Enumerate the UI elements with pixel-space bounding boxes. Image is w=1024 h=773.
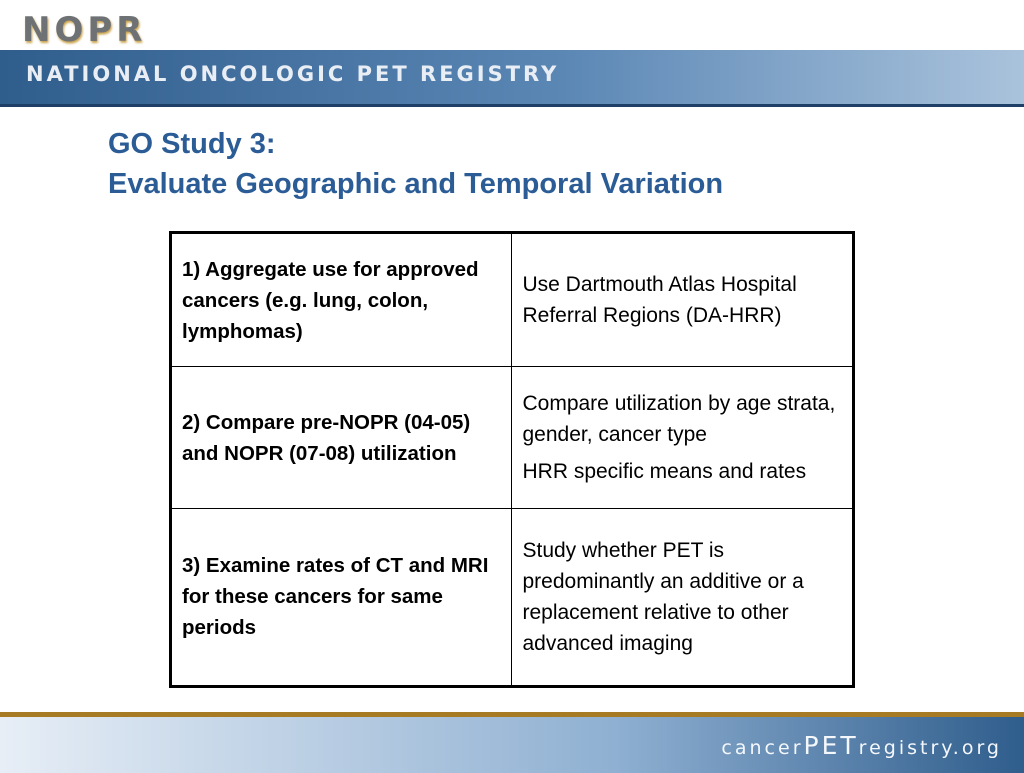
footer-url-post: registry.org — [858, 737, 1002, 759]
table-cell-method — [512, 233, 854, 367]
study-table — [169, 231, 855, 688]
method-text: Use Dartmouth Atlas Hospital Referral Regions (DA-HRR) — [522, 273, 797, 328]
table-cell-aim: 2) Compare pre-NOPR (04-05) and NOPR (07-08) utilization — [171, 367, 512, 508]
footer-banner — [0, 712, 1024, 773]
footer-url-pre: cancer — [721, 737, 804, 759]
table-cell-method — [512, 508, 854, 686]
nopr-logo: NOPR — [22, 10, 147, 50]
table-row — [171, 508, 854, 686]
method-text: Study whether PET is predominantly an additive or a replacement relative to other advanced imaging — [522, 538, 804, 655]
footer-url-pet: PET — [803, 731, 859, 760]
method-text: HRR specific means and rates — [522, 460, 807, 484]
title-line-1: GO Study 3: — [108, 128, 276, 160]
footer-url — [721, 731, 1002, 760]
table-row — [171, 367, 854, 508]
table-cell-aim: 1) Aggregate use for approved cancers (e.g. lung, colon, lymphomas) — [171, 233, 512, 367]
slide-title — [108, 124, 723, 204]
table-row — [171, 233, 854, 367]
header-banner — [0, 50, 1024, 107]
table-cell-method — [512, 367, 854, 508]
method-text: Compare utilization by age strata, gender, cancer type — [522, 392, 836, 447]
table-cell-aim: 3) Examine rates of CT and MRI for these cancers for same periods — [171, 508, 512, 686]
title-line-2: Evaluate Geographic and Temporal Variation — [108, 168, 724, 200]
banner-title: NATIONAL ONCOLOGIC PET REGISTRY — [26, 62, 560, 86]
